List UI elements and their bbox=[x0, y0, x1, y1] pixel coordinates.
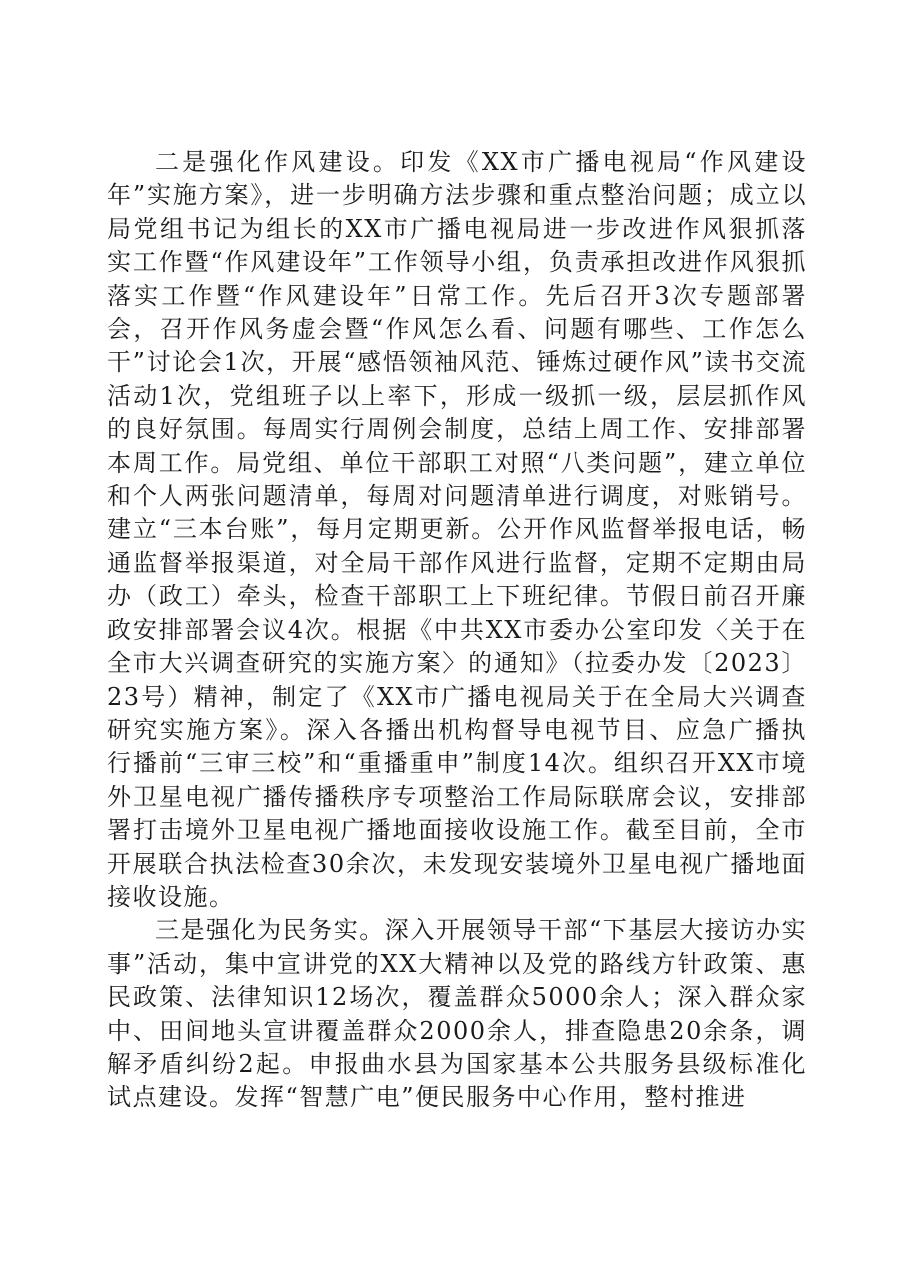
paragraph-work-style: 二是强化作风建设。印发《XX市广播电视局“作风建设年”实施方案》，进一步明确方法步骤和重点整治问题；成立以局党组书记为组长的XX市广播电视局进一步改进作风狠抓落实工作暨“作风建设年”工作领导小组，负责承担改进作风狠抓落实工作暨“作风建设年”日常工作。先后召开3次专题部署会，召开作风务虚会暨“作风怎么看、问题有哪些、工作怎么干”讨论会1次，开展“感悟领袖风范、锤炼过硬作风”读书交流活动1次，党组班子以上率下，形成一级抓一级，层层抓作风的良好氛围。每周实行周例会制度，总结上周工作、安排部署本周工作。局党组、单位干部职工对照“八类问题”，建立单位和个人两张问题清单，每周对问题清单进行调度，对账销号。建立“三本台账”，每月定期更新。公开作风监督举报电话，畅通监督举报渠道，对全局干部作风进行监督，定期不定期由局办（政工）牵头，检查干部职工上下班纪律。节假日前召开廉政安排部署会议4次。根据《中共XX市委办公室印发〈关于在全市大兴调查研究的实施方案〉的通知》（拉委办发〔2023〕23号）精神，制定了《XX市广播电视局关于在全局大兴调查研究实施方案》。深入各播出机构督导电视节目、应急广播执行播前“三审三校”和“重播重申”制度14次。组织召开XX市境外卫星电视广播传播秩序专项整治工作局际联席会议，安排部署打击境外卫星电视广播地面接收设施工作。截至目前，全市开展联合执法检查30余次，未发现安装境外卫星电视广播地面接收设施。 bbox=[107, 148, 807, 911]
paragraph-serve-people: 三是强化为民务实。深入开展领导干部“下基层大接访办实事”活动，集中宣讲党的XX大精神以及党的路线方针政策、惠民政策、法律知识12场次，覆盖群众5000余人；深入群众家中、田间地头宣讲覆盖群众2000余人，排查隐患20余条，调解矛盾纠纷2起。申报曲水县为国家基本公共服务县级标准化试点建设。发挥“智慧广电”便民服务中心作用，整村推进 bbox=[107, 916, 807, 1112]
document-body bbox=[107, 146, 807, 1115]
